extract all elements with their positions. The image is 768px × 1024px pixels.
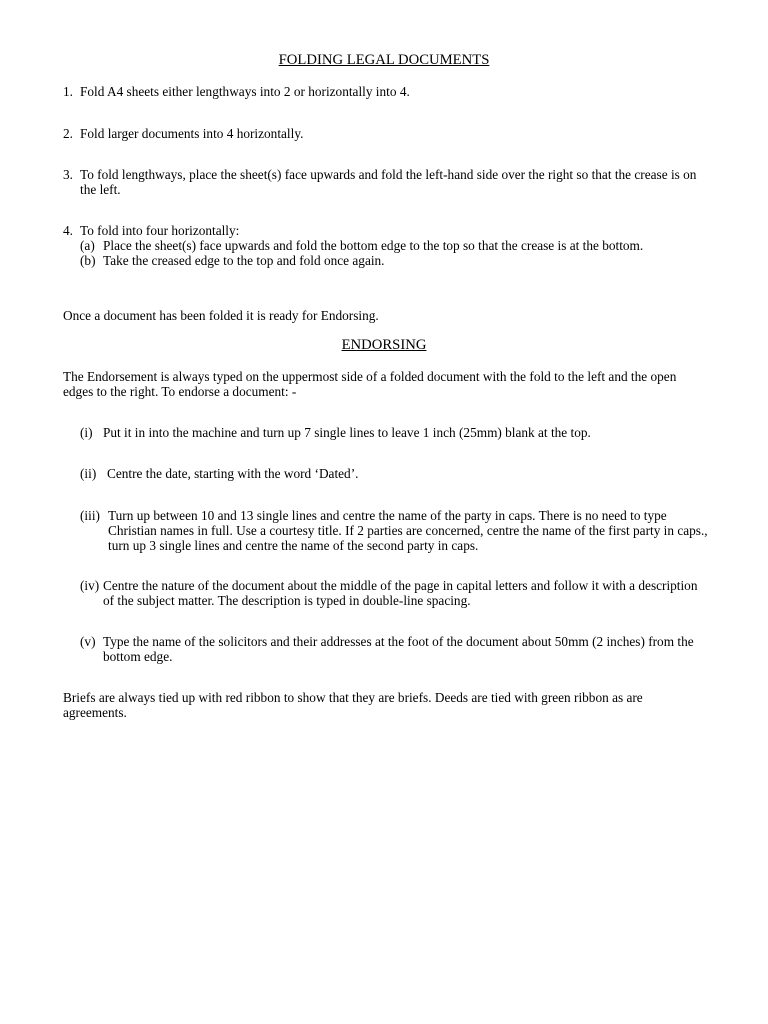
heading-folding-legal-documents: FOLDING LEGAL DOCUMENTS [278, 52, 490, 68]
folding-subitem-a [80, 238, 708, 253]
item-text: To fold lengthways, place the sheet(s) face upwards and fold the left-hand side over the right so that the crease is on the left. [80, 167, 697, 197]
item-number: 4. [63, 223, 73, 238]
subitem-text: Take the creased edge to the top and fold once again. [103, 253, 385, 268]
step-text: Put it in into the machine and turn up 7 single lines to leave 1 inch (25mm) blank at the top. [103, 425, 591, 440]
item-number: 2. [63, 126, 73, 141]
step-number: (iii) [80, 508, 100, 523]
endorsing-step-iii [63, 508, 708, 553]
subitem-text: Place the sheet(s) face upwards and fold the bottom edge to the top so that the crease is at the bottom. [103, 238, 644, 253]
item-text: Fold A4 sheets either lengthways into 2 or horizontally into 4. [80, 84, 410, 99]
endorsing-step-i [63, 425, 708, 440]
subitem-letter: (b) [80, 253, 96, 268]
step-number: (iv) [80, 578, 100, 593]
endorsing-step-v [63, 634, 708, 664]
step-number: (i) [80, 425, 93, 440]
endorsing-step-iv [63, 578, 708, 608]
step-number: (ii) [80, 466, 97, 481]
folding-item-3 [63, 167, 708, 197]
item-text: Fold larger documents into 4 horizontally. [80, 126, 304, 141]
step-text: Type the name of the solicitors and their addresses at the foot of the document about 50mm (2 inches) from the bottom edge. [103, 634, 694, 664]
folding-subitem-b [80, 253, 708, 268]
item-number: 3. [63, 167, 73, 182]
folding-item-4 [63, 223, 708, 268]
step-text: Turn up between 10 and 13 single lines and centre the name of the party in caps. There is no need to type Christian names in full. Use a courtesy title. If 2 parties are concerned, centre the name of the first party in caps., turn up 3 single lines and centre the name of the second party in caps. [108, 508, 708, 553]
endorsing-step-ii [63, 466, 708, 481]
folded-note: Once a document has been folded it is ready for Endorsing. [63, 308, 379, 323]
heading-endorsing: ENDORSING [341, 337, 427, 353]
endorsing-intro: The Endorsement is always typed on the uppermost side of a folded document with the fold to the left and the open edges to the right. To endorse a document: - [63, 369, 677, 399]
folding-item-2 [63, 126, 708, 141]
step-text: Centre the date, starting with the word ‘Dated’. [107, 466, 359, 481]
closing-note: Briefs are always tied up with red ribbon to show that they are briefs. Deeds are tied with green ribbon as are agreements. [63, 690, 643, 720]
folding-item-1 [63, 84, 708, 99]
subitem-letter: (a) [80, 238, 95, 253]
item-text: To fold into four horizontally: [80, 223, 240, 238]
item-number: 1. [63, 84, 73, 99]
step-number: (v) [80, 634, 96, 649]
step-text: Centre the nature of the document about the middle of the page in capital letters and follow it with a description of the subject matter. The description is typed in double-line spacing. [103, 578, 698, 608]
